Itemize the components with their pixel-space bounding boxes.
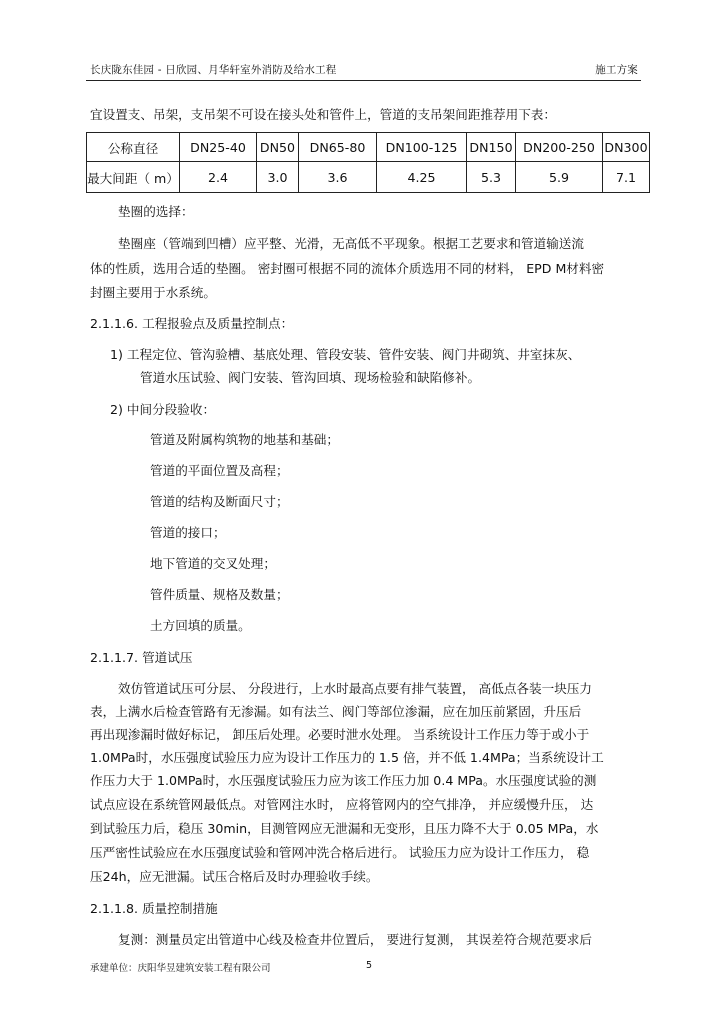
table-cell: DN150 bbox=[467, 133, 516, 162]
list-item: 土方回填的质量。 bbox=[150, 618, 251, 633]
table-cell: DN25-40 bbox=[180, 133, 257, 162]
table-cell: DN65-80 bbox=[299, 133, 377, 162]
header-project-title: 长庆陇东佳园 - 日欣园、月华轩室外消防及给水工程 bbox=[90, 64, 337, 76]
table-cell: 4.25 bbox=[377, 162, 467, 193]
list-item: 管道的平面位置及高程； bbox=[150, 463, 289, 478]
footer-contractor: 承建单位：庆阳华昱建筑安装工程有限公司 bbox=[90, 963, 271, 974]
gasket-line: 体的性质，选用合适的垫圈。 密封圈可根据不同的流体介质选用不同的材料， EPD M材料密 bbox=[90, 261, 605, 276]
table-cell: DN100-125 bbox=[377, 133, 467, 162]
paragraph-line: 复测：测量员定出管道中心线及检查井位置后， 要进行复测， 其误差符合规范要求后 bbox=[118, 932, 592, 947]
table-header-row bbox=[87, 133, 650, 162]
paragraph-line: 效仿管道试压可分层、 分段进行，上水时最高点要有排气装置， 高低点各装一块压力 bbox=[118, 681, 592, 696]
table-cell: 3.6 bbox=[299, 162, 377, 193]
intro-line: 宜设置支、吊架，支吊架不可设在接头处和管件上，管道的支吊架间距推荐用下表： bbox=[90, 107, 556, 122]
section-heading-2116: 2.1.1.6. 工程报验点及质量控制点： bbox=[90, 316, 294, 331]
header-divider bbox=[86, 80, 641, 81]
gasket-line: 封圈主要用于水系统。 bbox=[90, 285, 216, 300]
list-item: 1) 工程定位、管沟验槽、基底处理、管段安装、管件安装、阀门井砌筑、井室抹灰、 bbox=[110, 347, 581, 362]
table-cell: DN300 bbox=[603, 133, 650, 162]
support-spacing-table bbox=[86, 132, 650, 193]
section-heading-2117: 2.1.1.7. 管道试压 bbox=[90, 650, 193, 665]
footer-page-number: 5 bbox=[366, 960, 373, 971]
list-item: 2) 中间分段验收： bbox=[110, 402, 216, 417]
table-cell: 公称直径 bbox=[87, 133, 180, 162]
paragraph-line: 表，上满水后检查管路有无渗漏。如有法兰、阀门等部位渗漏，应在加压前紧固，升压后 bbox=[90, 704, 582, 719]
header-doc-type: 施工方案 bbox=[595, 64, 638, 76]
table-cell: DN200-250 bbox=[516, 133, 603, 162]
table-cell: 3.0 bbox=[257, 162, 299, 193]
list-item: 管道及附属构筑物的地基和基础； bbox=[150, 432, 339, 447]
list-item: 地下管道的交叉处理； bbox=[150, 556, 276, 571]
table-cell: 5.9 bbox=[516, 162, 603, 193]
table-value-row bbox=[87, 162, 650, 193]
table-cell: 2.4 bbox=[180, 162, 257, 193]
table-cell: 7.1 bbox=[603, 162, 650, 193]
section-heading-2118: 2.1.1.8. 质量控制措施 bbox=[90, 901, 218, 916]
paragraph-line: 试点应设在系统管网最低点。对管网注水时， 应将管网内的空气排净， 并应缓慢升压， 达 bbox=[90, 797, 594, 812]
paragraph-line: 压严密性试验应在水压强度试验和管网冲洗合格后进行。 试验压力应为设计工作压力， 稳 bbox=[90, 845, 590, 860]
paragraph-line: 作压力大于 1.0MPa时，水压强度试验压力应为该工作压力加 0.4 MPa。水压强度试验的测 bbox=[90, 773, 597, 788]
gasket-line: 垫圈座（管端到凹槽）应平整、光滑，无高低不平现象。根据工艺要求和管道输送流 bbox=[118, 236, 584, 251]
list-item: 管道的接口； bbox=[150, 525, 226, 540]
paragraph-line: 1.0MPa时，水压强度试验压力应为设计工作压力的 1.5 倍，并不低 1.4MPa；当系统设计工 bbox=[90, 750, 604, 765]
table-cell: DN50 bbox=[257, 133, 299, 162]
list-item: 管道水压试验、阀门安装、管沟回填、现场检验和缺陷修补。 bbox=[140, 370, 481, 385]
paragraph-line: 压24h，应无泄漏。试压合格后及时办理验收手续。 bbox=[90, 869, 379, 884]
table-cell: 5.3 bbox=[467, 162, 516, 193]
table-cell: 最大间距（ m） bbox=[87, 162, 180, 193]
paragraph-line: 再出现渗漏时做好标记， 卸压后处理。必要时泄水处理。 当系统设计工作压力等于或小于 bbox=[90, 727, 590, 742]
list-item: 管件质量、规格及数量； bbox=[150, 587, 289, 602]
gasket-title: 垫圈的选择： bbox=[118, 204, 194, 219]
paragraph-line: 到试验压力后，稳压 30min，目测管网应无泄漏和无变形，且压力降不大于 0.05 MPa，水 bbox=[90, 821, 599, 836]
list-item: 管道的结构及断面尺寸； bbox=[150, 494, 289, 509]
